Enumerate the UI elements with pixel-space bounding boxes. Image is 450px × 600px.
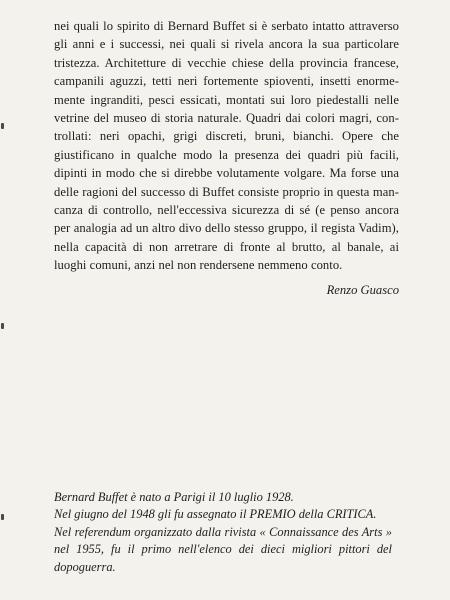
bio-line: Nel giugno del 1948 gli fu assegnato il PREMIO della CRITICA.: [54, 507, 377, 522]
text-line: campanili aguzzi, tetti neri fortemente spioventi, insetti enorme-: [54, 74, 399, 89]
text-line: luoghi comuni, anzi nel non rendersene nemmeno conto.: [54, 258, 343, 273]
text-line: giustificano in qualche modo la presenza dei quadri più facili,: [54, 147, 399, 162]
author-signature: Renzo Guasco: [326, 283, 399, 297]
text-line: gli anni e i successi, nei quali si rivela ancora la sua particolare: [54, 37, 399, 52]
text-line: mente ingranditi, pesci essicati, montati sui loro piedestalli nelle: [54, 92, 399, 107]
binding-mark: [1, 323, 4, 329]
text-line: tristezza. Architetture di vecchie chiese della provincia francese,: [54, 55, 399, 70]
bio-line: dopoguerra.: [54, 559, 116, 574]
bio-line: Bernard Buffet è nato a Parigi il 10 luglio 1928.: [54, 490, 294, 504]
bio-line: nel 1955, fu il primo nell'elenco dei dieci migliori pittori del: [54, 542, 392, 557]
text-line: nei quali lo spirito di Bernard Buffet si è serbato intatto attraverso: [54, 19, 399, 33]
text-line: canza di controllo, nell'eccessiva sicurezza di sé (e penso ancora: [54, 203, 399, 218]
binding-mark: [1, 123, 4, 129]
text-line: delle ragioni del successo di Buffet consiste proprio in questa man-: [54, 184, 399, 199]
bio-line: Nel referendum organizzato dalla rivista « Connaissance des Arts »: [54, 524, 392, 539]
text-line: vetrine del museo di storia naturale. Quadri dai colori magri, con-: [54, 111, 399, 126]
text-line: per analogia ad un altro divo dello stesso gruppo, il regista Vadim),: [54, 221, 399, 236]
text-line: dipinti in modo che si direbbe volutamente volgare. Ma forse una: [54, 166, 399, 181]
binding-mark: [1, 514, 4, 520]
article-text: [54, 17, 399, 275]
text-line: nella capacità di non arretrare di fronte al brutto, al banale, ai: [54, 239, 399, 254]
text-line: trollati: neri opachi, grigi discreti, bruni, bianchi. Opere che: [54, 129, 399, 144]
artist-bio: [54, 489, 392, 576]
